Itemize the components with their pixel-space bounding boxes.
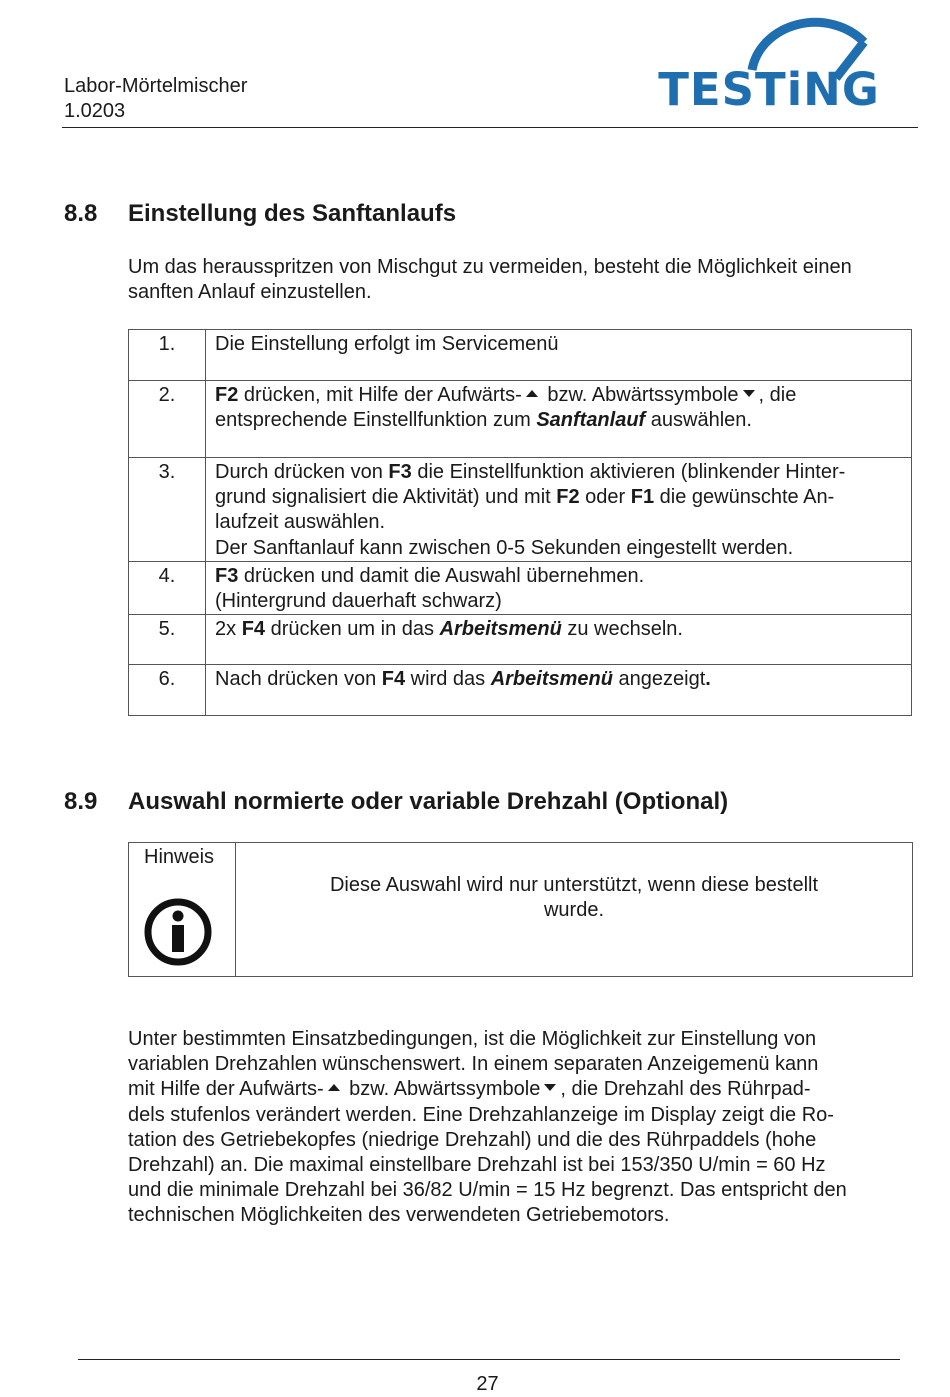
intro-line: sanften Anlauf einzustellen. [128, 281, 372, 304]
steps-table [128, 329, 912, 716]
step-text: Durch drücken von F3 die Einstellfunktion aktivieren (blinkender Hinter- grund signalisiert die Aktivität) und mit F2 oder F1 die gewünschte An- laufzeit auswählen. Der Sanftanlauf kann zwischen 0-5 Sekunden eingestellt werden. [206, 458, 912, 562]
note-box [128, 842, 913, 977]
body-line: dels stufenlos verändert werden. Eine Drehzahlanzeige im Display zeigt die Ro- [128, 1103, 834, 1126]
step-number: 3. [129, 458, 206, 562]
body-line: Unter bestimmten Einsatzbedingungen, ist die Möglichkeit zur Einstellung von [128, 1028, 817, 1050]
document-header [64, 74, 247, 124]
body-line: tation des Getriebekopfes (niedrige Drehzahl) und die des Rührpaddels (hohe [128, 1128, 817, 1151]
body-line: Drehzahl) an. Die maximal einstellbare Drehzahl ist bei 153/350 U/min = 60 Hz [128, 1154, 826, 1177]
step-text: Nach drücken von F4 wird das Arbeitsmenü angezeigt. [206, 665, 912, 716]
arrow-up-icon [328, 1084, 340, 1091]
section-intro [128, 255, 852, 305]
note-message: Diese Auswahl wird nur unterstützt, wenn diese bestellt wurde. [329, 874, 819, 922]
section-heading-8-9 [64, 788, 924, 818]
section-number: 8.9 [64, 788, 98, 815]
step-text: F2 drücken, mit Hilfe der Aufwärts- bzw. Abwärtssymbole , die entsprechende Einstellfunktion zum Sanftanlauf auswählen. [206, 381, 912, 458]
document-version: 1.0203 [64, 100, 126, 122]
section-title: Auswahl normierte oder variable Drehzahl (Optional) [128, 788, 729, 815]
step-text: F3 drücken und damit die Auswahl übernehmen. (Hintergrund dauerhaft schwarz) [206, 561, 912, 614]
section-heading-8-8 [64, 200, 864, 230]
arrow-up-icon [526, 390, 538, 397]
table-row [129, 458, 912, 562]
table-row [129, 330, 912, 381]
body-line: und die minimale Drehzahl bei 36/82 U/min = 15 Hz begrenzt. Das entspricht den [128, 1179, 847, 1202]
note-label: Hinweis [144, 846, 215, 868]
arrow-down-icon [544, 1084, 556, 1091]
body-line: technischen Möglichkeiten des verwendeten Getriebemotors. [128, 1204, 670, 1227]
arrow-down-icon [743, 390, 755, 397]
step-text: Die Einstellung erfolgt im Servicemenü [206, 330, 912, 381]
header-divider [62, 127, 918, 128]
step-number: 2. [129, 381, 206, 458]
section-title: Einstellung des Sanftanlaufs [128, 200, 457, 227]
step-number: 6. [129, 665, 206, 716]
intro-line: Um das herausspritzen von Mischgut zu vermeiden, besteht die Möglichkeit einen [128, 256, 852, 278]
step-number: 1. [129, 330, 206, 381]
section-number: 8.8 [64, 200, 98, 227]
body-line: variablen Drehzahlen wünschenswert. In einem separaten Anzeigemenü kann [128, 1053, 819, 1076]
step-number: 4. [129, 561, 206, 614]
table-row [129, 561, 912, 614]
table-row [129, 615, 912, 665]
table-row [129, 381, 912, 458]
svg-text:TESTiNG: TESTiNG [658, 63, 880, 116]
step-text: 2x F4 drücken um in das Arbeitsmenü zu wechseln. [206, 615, 912, 665]
page-number: 27 [476, 1373, 499, 1395]
step-number: 5. [129, 615, 206, 665]
note-label-cell [129, 843, 236, 976]
info-icon [143, 897, 213, 967]
body-line: mit Hilfe der Aufwärts- bzw. Abwärtssymbole , die Drehzahl des Rührpad- [128, 1078, 811, 1101]
table-row [129, 665, 912, 716]
section-body [128, 1027, 847, 1229]
testing-logo [624, 8, 914, 118]
product-name: Labor-Mörtelmischer [64, 75, 248, 97]
footer-divider [78, 1359, 900, 1360]
